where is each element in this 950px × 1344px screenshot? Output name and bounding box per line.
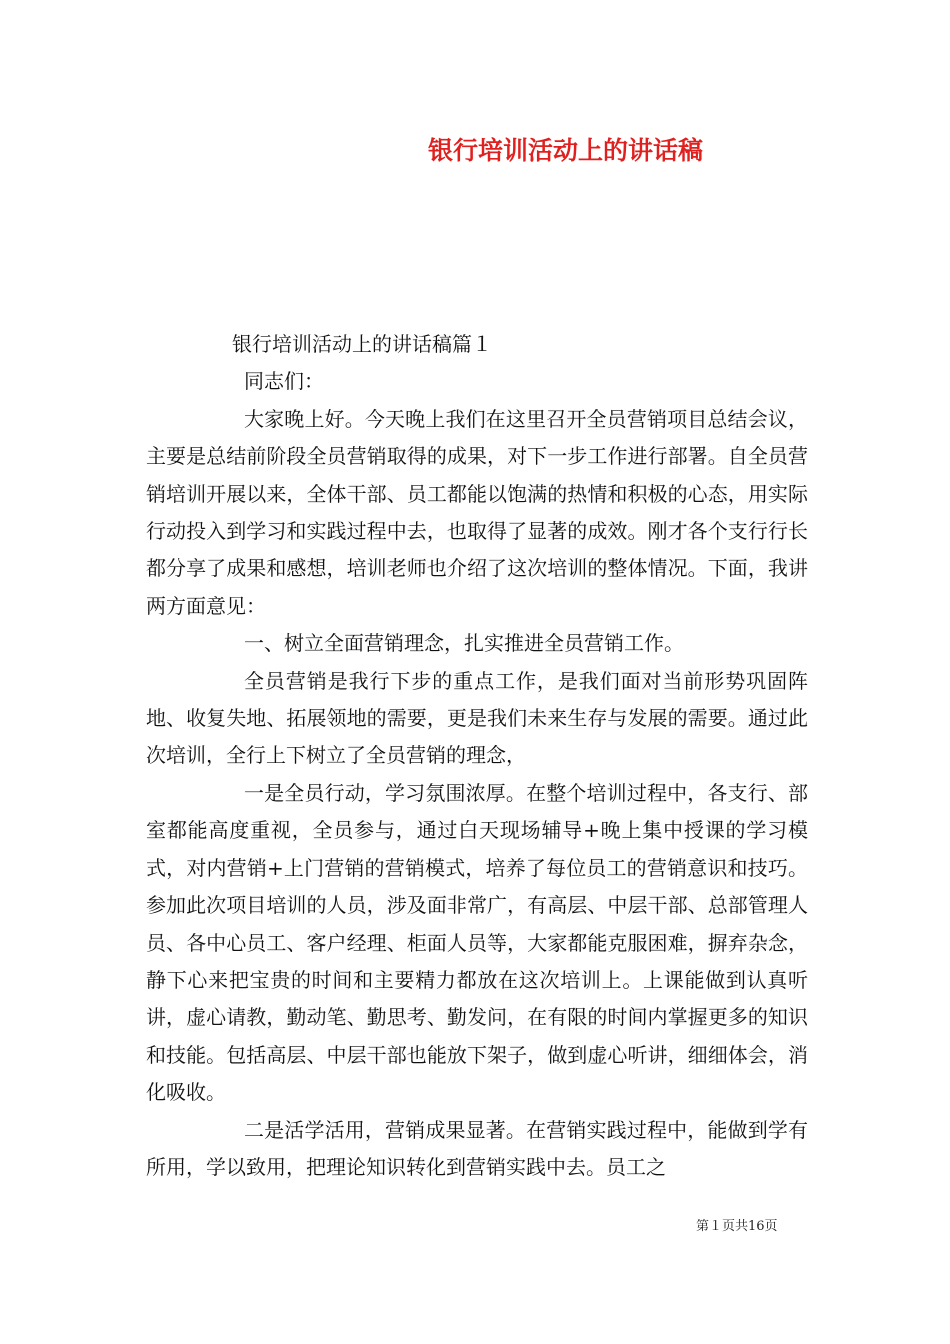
document-body xyxy=(146,326,808,1186)
document-title: 银行培训活动上的讲话稿 xyxy=(428,136,704,165)
paragraph-point-one: 一、树立全面营销理念，扎实推进全员营销工作。 xyxy=(244,631,684,656)
paragraph-opening: 大家晚上好。今天晚上我们在这里召开全员营销项目总结会议，主要是总结前阶段全员营销取得的成果，对下一步工作进行部署。自全员营销培训开展以来，全体干部、员工都能以饱满的热情和积极的心态，用实际行动投入到学习和实践过程中去，也取得了显著的成效。刚才各个支行行长都分享了成果和感想，培训老师也介绍了这次培训的整体情况。下面，我讲两方面意见： xyxy=(146,406,808,618)
paragraph-marketing: 全员营销是我行下步的重点工作，是我们面对当前形势巩固阵地、收复失地、拓展领地的需要，更是我们未来生存与发展的需要。通过此次培训，全行上下树立了全员营销的理念， xyxy=(146,668,808,768)
paragraph-first-item: 一是全员行动，学习氛围浓厚。在整个培训过程中，各支行、部室都能高度重视，全员参与，通过白天现场辅导+晚上集中授课的学习模式，对内营销+上门营销的营销模式，培养了每位员工的营销意识和技巧。参加此次项目培训的人员，涉及面非常广，有高层、中层干部、总部管理人员、各中心员工、客户经理、柜面人员等，大家都能克服困难，摒弃杂念，静下心来把宝贵的时间和主要精力都放在这次培训上。上课能做到认真听讲，虚心请教，勤动笔、勤思考、勤发问，在有限的时间内掌握更多的知识和技能。包括高层、中层干部也能放下架子，做到虚心听讲，细细体会，消化吸收。 xyxy=(146,780,808,1105)
paragraph-second-item: 二是活学活用，营销成果显著。在营销实践过程中，能做到学有所用，学以致用，把理论知识转化到营销实践中去。员工之 xyxy=(146,1117,808,1179)
page-number: 第１页共16页 xyxy=(696,1219,778,1234)
salutation: 同志们： xyxy=(244,369,324,394)
section-heading: 银行培训活动上的讲话稿篇１ xyxy=(232,332,492,356)
